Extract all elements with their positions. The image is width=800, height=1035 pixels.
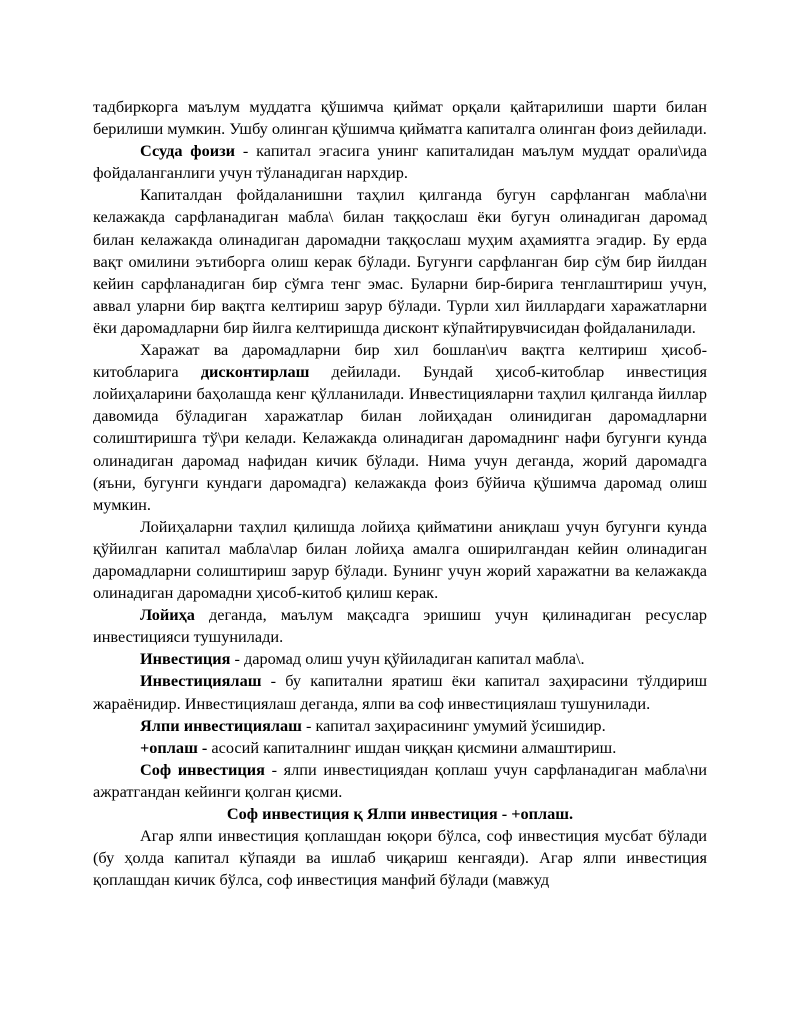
term-discounting: дисконтирлаш — [200, 362, 310, 382]
text-run: - капитал заҳирасининг умумий ўсишидир. — [301, 715, 606, 735]
paragraph-loan-interest — [93, 140, 707, 184]
paragraph-investing-definition — [93, 670, 707, 714]
term-investment: Инвестиция — [140, 649, 231, 669]
term-net-investment: Соф инвестиция — [140, 759, 265, 779]
document-page — [93, 96, 707, 891]
paragraph-project-definition — [93, 604, 707, 648]
term-replacement: +оплаш - — [140, 737, 208, 757]
paragraph-net-investment — [93, 759, 707, 803]
paragraph-discounting — [93, 339, 707, 516]
text-run: - ялпи инвестициядан қоплаш учун сарфланадиган мабла\ни ажратгандан кейинги қолган қисми. — [93, 759, 708, 801]
text-run: дейилади. Бундай ҳисоб-китоблар инвестиция лойиҳаларини баҳолашда кенг қўлланилади. Инвестицияларни таҳлил қилганда йиллар давомида бўладиган харажатлар билан лойиҳадан олинидиган даромадларни солиштиришга тў\ри келади. Келажакда олинадиган даромаднинг нафи бугунги кунда олинадиган даромад нафидан кичик бўлади. Нима учун деганда, жорий даромадга (яъни, бугунги кундаги даромадга) келажакда фоиз бўйича қўшимча даромад олиш мумкин. — [93, 362, 707, 514]
text-run: - даромад олиш учун қўйиладиган капитал мабла\. — [230, 649, 585, 669]
term-investing: Инвестициялаш — [140, 671, 262, 691]
term-project: Лойиҳа — [140, 605, 195, 625]
paragraph-positive-negative-investment — [93, 825, 707, 891]
paragraph-gross-investing — [93, 715, 707, 737]
formula-net-investment — [93, 803, 707, 825]
text-run: - капитал эгасига унинг капиталидан маълум муддат орали\ида фойдаланганлиги учун тўланадиган нархдир. — [93, 141, 708, 183]
text-run: асосий капиталнинг ишдан чиққан қисмини алмаштириш. — [207, 737, 617, 757]
text-run: тадбиркорга маълум муддатга қўшимча қиймат орқали қайтарилиши шарти билан берилиши мумкин. Ушбу олинган қўшимча қийматга капиталга олинган фоиз дейилади. — [93, 97, 707, 139]
text-run: Капиталдан фойдаланишни таҳлил қилганда бугун сарфланган мабла\ни келажакда сарфланадиган мабла\ билан таққослаш ёки бугун олинадиган даромад билан келажакда олинадиган даромадни таққослаш муҳим аҳамиятга эгадир. Бу ерда вақт омилини эътиборга олиш керак бўлади. Бугунги сарфланган бир сўм бир йилдан кейин сарфланадиган бир сўмга тенг эмас. Буларни бир-бирига тенглаштириш учун, аввал уларни бир вақтга келтириш зарур бўлади. Турли хил йиллардаги харажатларни ёки даромадларни бир йилга келтиришда дисконт кўпайтирувчисидан фойдаланилади. — [93, 185, 707, 337]
text-run: Харажат ва даромадларни бир хил бошлан\ич вақтга келтириш ҳисоб-китобларига — [93, 340, 707, 382]
term-gross-investing: Ялпи инвестициялаш — [140, 715, 302, 735]
text-run: деганда, маълум мақсадга эришиш учун қилинадиган ресуслар инвестицияси тушунилади. — [93, 605, 707, 647]
term-loan-interest: Ссуда фоизи — [140, 141, 236, 161]
paragraph-investment-definition — [93, 648, 707, 670]
text-run: Агар ялпи инвестиция қоплашдан юқори бўлса, соф инвестиция мусбат бўлади (бу ҳолда капитал кўпаяди ва ишлаб чиқариш кенгаяди). Агар ялпи инвестиция қоплашдан кичик бўлса, соф инвестиция манфий бўлади (мавжуд — [93, 826, 707, 890]
paragraph-capital-interest-intro — [93, 96, 707, 140]
paragraph-time-factor — [93, 184, 707, 339]
paragraph-replacement — [93, 737, 707, 759]
paragraph-project-analysis — [93, 516, 707, 604]
text-run: Лойиҳаларни таҳлил қилишда лойиҳа қийматини аниқлаш учун бугунги кунда қўйилган капитал мабла\лар билан лойиҳа амалга оширилгандан кейин олинадиган даромадларни солиштириш зарур бўлади. Бунинг учун жорий харажатни ва келажакда олинадиган даромадни ҳисоб-китоб қилиш керак. — [93, 516, 707, 603]
formula-text: Соф инвестиция қ Ялпи инвестиция - +оплаш. — [226, 804, 574, 823]
text-run: - бу капитални яратиш ёки капитал заҳирасини тўлдириш жараёнидир. Инвестициялаш деганда, ялпи ва соф инвестициялаш тушунилади. — [93, 671, 707, 713]
